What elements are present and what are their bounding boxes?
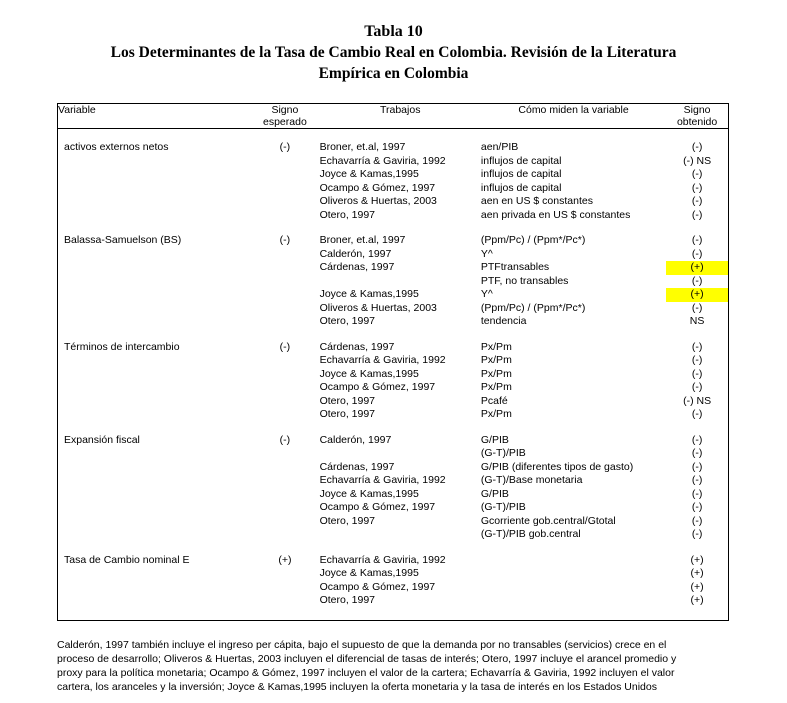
value-text: (-) [691,487,703,500]
column-header-trabajos [320,104,481,129]
cell-variable [58,488,250,502]
value-text: (+) [690,594,704,606]
table-element [58,104,728,620]
cell-trabajo: Ocampo & Gómez, 1997 [319,181,436,194]
cell-trabajo: Broner, et.al, 1997 [319,234,406,246]
table-row [58,168,728,182]
column-header-trabajos-label: Trabajos [379,104,421,116]
table-row [58,554,728,568]
cell-signo-obtenido [666,395,728,409]
cell-medida [481,567,666,581]
cell-medida: (Ppm/Pc) / (Ppm*/Pc*) [480,301,586,314]
cell-signo-esperado [250,354,319,368]
table-row [58,141,728,155]
cell-variable [58,474,250,488]
cell-signo-obtenido [666,195,728,209]
table-row [58,395,728,409]
cell-medida: aen/PIB [480,141,519,153]
value-text: (+) [690,567,704,579]
value-text: (+) [690,553,704,566]
value-text: (-) [691,234,703,246]
cell-signo-obtenido [666,248,728,262]
table-group-spacer [58,129,728,142]
value-text: (-) [691,181,703,194]
cell-signo-obtenido [666,594,728,608]
value-text: (-) [691,381,703,393]
page-title: Los Determinantes de la Tasa de Cambio Real en Colombia. Revisión de la Literatura Empírica en Colombia [110,44,677,82]
column-header-signo-obtenido [666,104,728,129]
cell-medida: G/PIB (diferentes tipos de gasto) [480,460,634,473]
cell-trabajo: Joyce & Kamas,1995 [319,487,419,500]
column-header-signo-obtenido-line2: obtenido [676,116,718,128]
value-text: (-) [691,274,703,287]
cell-variable: Términos de intercambio [64,340,180,353]
cell-signo-obtenido [666,447,728,461]
table-row [58,288,728,302]
cell-signo-esperado [250,488,319,502]
cell-signo-obtenido [666,234,728,248]
cell-variable [58,381,250,395]
cell-signo-obtenido [666,474,728,488]
value-text: (-) NS [683,154,712,167]
cell-trabajo: Oliveros & Huertas, 2003 [319,301,437,314]
value-text: (-) [691,433,703,446]
cell-signo-esperado [250,528,319,542]
cell-signo-esperado [250,168,319,182]
table-row [58,488,728,502]
value-text: (-) [691,408,703,420]
cell-medida: PTF, no transables [480,274,569,287]
cell-signo-obtenido [666,354,728,368]
cell-variable: Tasa de Cambio nominal E [64,553,190,566]
cell-medida: Px/Pm [480,408,512,420]
column-header-signo-esperado-line1: Signo [271,104,299,116]
cell-signo-esperado [250,302,319,316]
table-row [58,381,728,395]
footnote-line-4: cartera, los aranceles y la inversión; Joyce & Kamas,1995 incluyen la oferta monetaria y la tasa de interés en los Estados Unidos [57,681,657,693]
cell-variable [58,395,250,409]
table-row [58,368,728,382]
table-row [58,182,728,196]
cell-medida: G/PIB [480,487,509,500]
cell-trabajo: Otero, 1997 [319,408,376,420]
cell-signo-esperado [250,515,319,529]
cell-signo-obtenido [666,554,728,568]
table-row [58,474,728,488]
footnote-line-2: proceso de desarrollo; Oliveros & Huertas, 2003 incluyen el diferencial de tasas de interés; Otero, 1997 incluye el arancel promedio y [57,653,677,665]
cell-trabajo: Ocampo & Gómez, 1997 [319,580,436,593]
cell-medida: (Ppm/Pc) / (Ppm*/Pc*) [480,234,586,246]
table-row [58,434,728,448]
cell-signo-esperado: (-) [279,433,291,446]
table-row [58,315,728,329]
cell-signo-esperado [250,474,319,488]
table-row [58,248,728,262]
cell-signo-esperado [250,395,319,409]
table-row [58,209,728,223]
cell-variable [58,515,250,529]
highlighted-value: (+) [690,288,704,300]
column-header-signo-esperado [250,104,319,129]
cell-trabajo: Otero, 1997 [319,394,376,407]
cell-trabajo: Echavarría & Gaviria, 1992 [319,354,446,366]
table-row [58,302,728,316]
cell-medida [481,594,666,608]
value-text: (-) [691,141,703,153]
cell-variable [58,528,250,542]
cell-trabajo: Ocampo & Gómez, 1997 [319,381,436,393]
cell-medida: influjos de capital [480,154,562,167]
cell-medida: (G-T)/PIB [480,501,526,513]
table-row [58,354,728,368]
cell-variable [58,567,250,581]
cell-signo-esperado: (-) [279,141,291,153]
cell-signo-obtenido [666,528,728,542]
table-row [58,461,728,475]
cell-medida: aen en US $ constantes [480,195,593,207]
cell-signo-obtenido [666,261,728,275]
value-text: (-) [691,528,703,540]
value-text: (-) [691,354,703,366]
column-header-variable: Variable [58,104,250,129]
cell-signo-esperado [250,594,319,608]
cell-trabajo: Calderón, 1997 [319,433,392,446]
cell-signo-esperado [250,501,319,515]
table-row [58,195,728,209]
cell-medida: PTFtransables [480,261,550,273]
cell-signo-obtenido [666,209,728,223]
cell-trabajo [320,275,481,289]
cell-signo-esperado [250,195,319,209]
cell-signo-obtenido [666,155,728,169]
cell-signo-obtenido [666,515,728,529]
value-text: (-) [691,367,703,380]
table-header-row [58,104,728,129]
cell-trabajo [320,447,481,461]
cell-trabajo: Joyce & Kamas,1995 [319,288,419,300]
column-header-como-miden [481,104,666,129]
highlighted-value: (+) [690,261,704,273]
cell-variable [58,315,250,329]
cell-signo-obtenido [666,141,728,155]
cell-variable [58,195,250,209]
cell-trabajo: Echavarría & Gaviria, 1992 [319,474,446,486]
cell-signo-esperado [250,155,319,169]
value-text: (-) [691,168,703,180]
table-row [58,275,728,289]
table-row [58,234,728,248]
cell-variable [58,594,250,608]
table-row [58,515,728,529]
column-header-signo-esperado-line2: esperado [263,116,307,128]
cell-variable [58,581,250,595]
cell-medida: Y^ [480,247,493,260]
cell-medida: influjos de capital [480,181,562,194]
value-text: (-) [691,514,703,527]
cell-medida: tendencia [480,315,527,327]
cell-signo-obtenido [666,341,728,355]
cell-trabajo: Joyce & Kamas,1995 [319,168,419,180]
cell-medida: Px/Pm [480,367,512,380]
value-text: (-) [691,460,703,473]
cell-trabajo: Cárdenas, 1997 [319,460,395,473]
cell-variable [58,288,250,302]
cell-medida: Px/Pm [480,340,512,353]
value-text: (-) [691,301,703,314]
cell-variable [58,354,250,368]
cell-trabajo: Oliveros & Huertas, 2003 [319,195,437,207]
table-row [58,261,728,275]
cell-variable [58,368,250,382]
cell-medida: Gcorriente gob.central/Gtotal [480,514,616,527]
cell-medida: influjos de capital [480,168,562,180]
table-group-spacer [58,222,728,234]
value-text: (-) [691,501,703,513]
cell-variable [58,261,250,275]
value-text: (-) [691,195,703,207]
cell-signo-esperado: (-) [279,340,291,353]
cell-signo-obtenido [666,275,728,289]
value-text: (-) [691,247,703,260]
table-group-spacer [58,329,728,341]
cell-signo-obtenido [666,168,728,182]
cell-trabajo [320,528,481,542]
footnote-line-3: proxy para la política monetaria; Ocampo & Gómez, 1997 incluyen el valor de la cartera; Echavarría & Gaviria, 1992 incluyen el valor [57,667,675,679]
cell-variable [58,168,250,182]
table-title-block [0,0,787,84]
cell-signo-esperado [250,461,319,475]
cell-signo-obtenido [666,288,728,302]
table-row [58,447,728,461]
cell-signo-obtenido [666,182,728,196]
value-text: (-) [691,208,703,221]
cell-signo-esperado [250,368,319,382]
cell-signo-obtenido [666,368,728,382]
column-header-como-miden-label: Cómo miden la variable [518,104,629,116]
table-footnote [57,638,729,694]
cell-variable [58,501,250,515]
cell-medida [481,554,666,568]
cell-variable [58,461,250,475]
value-text: (-) [691,340,703,353]
value-text: (+) [690,580,704,593]
cell-trabajo: Joyce & Kamas,1995 [319,367,419,380]
cell-signo-esperado: (-) [279,234,291,246]
cell-trabajo: Broner, et.al, 1997 [319,141,406,153]
cell-trabajo: Ocampo & Gómez, 1997 [319,501,436,513]
cell-medida: Pcafé [480,394,508,407]
cell-trabajo: Cárdenas, 1997 [319,261,395,273]
cell-signo-obtenido [666,488,728,502]
cell-variable [58,275,250,289]
cell-signo-esperado [250,408,319,422]
value-text: (-) [691,474,703,486]
cell-medida [481,581,666,595]
cell-signo-esperado [250,209,319,223]
cell-trabajo: Otero, 1997 [319,514,376,527]
cell-medida: Y^ [480,288,493,300]
cell-variable [58,447,250,461]
cell-trabajo: Otero, 1997 [319,594,376,606]
cell-medida: (G-T)/PIB gob.central [480,528,581,540]
determinants-table [57,103,729,621]
cell-signo-esperado [250,248,319,262]
column-header-signo-obtenido-line1: Signo [683,104,711,116]
cell-signo-obtenido [666,501,728,515]
cell-signo-esperado [250,275,319,289]
cell-medida: G/PIB [480,433,509,446]
table-body [58,129,728,620]
cell-signo-esperado [250,447,319,461]
cell-signo-obtenido [666,581,728,595]
table-row [58,501,728,515]
value-text: (-) [691,447,703,459]
cell-signo-esperado [250,381,319,395]
table-row [58,594,728,608]
table-row [58,341,728,355]
cell-medida: aen privada en US $ constantes [480,208,631,221]
table-row [58,581,728,595]
table-row [58,567,728,581]
cell-signo-obtenido [666,461,728,475]
cell-signo-esperado [250,182,319,196]
value-text: NS [689,315,705,327]
cell-variable: activos externos netos [64,141,169,153]
table-group-spacer [58,422,728,434]
cell-signo-esperado: (+) [278,553,292,566]
cell-variable: Expansión fiscal [64,433,140,446]
value-text: (-) NS [683,394,712,407]
cell-medida: (G-T)/Base monetaria [480,474,583,486]
cell-trabajo: Cárdenas, 1997 [319,340,395,353]
cell-trabajo: Joyce & Kamas,1995 [319,567,419,579]
table-row [58,408,728,422]
cell-signo-obtenido [666,315,728,329]
table-bottom-spacer [58,608,728,620]
cell-signo-esperado [250,261,319,275]
cell-trabajo: Echavarría & Gaviria, 1992 [319,553,446,566]
table-number: Tabla 10 [364,23,423,40]
cell-variable: Balassa-Samuelson (BS) [64,234,182,246]
cell-signo-esperado [250,581,319,595]
cell-variable [58,408,250,422]
cell-signo-obtenido [666,381,728,395]
cell-variable [58,248,250,262]
cell-signo-esperado [250,567,319,581]
cell-trabajo: Otero, 1997 [319,315,376,327]
cell-medida: Px/Pm [480,354,512,366]
cell-variable [58,209,250,223]
cell-signo-esperado [250,288,319,302]
cell-medida: (G-T)/PIB [480,447,526,459]
footnote-line-1: Calderón, 1997 también incluye el ingreso per cápita, bajo el supuesto de que la demanda por no transables (servicios) crece en el [57,639,667,651]
cell-trabajo: Calderón, 1997 [319,247,392,260]
table-group-spacer [58,542,728,554]
table-row [58,155,728,169]
cell-signo-obtenido [666,408,728,422]
cell-variable [58,182,250,196]
cell-medida: Px/Pm [480,381,512,393]
cell-trabajo: Otero, 1997 [319,208,376,221]
cell-variable [58,155,250,169]
cell-trabajo: Echavarría & Gaviria, 1992 [319,154,446,167]
table-header [58,104,728,129]
cell-signo-obtenido [666,302,728,316]
cell-variable [58,302,250,316]
cell-signo-obtenido [666,567,728,581]
table-row [58,528,728,542]
cell-signo-obtenido [666,434,728,448]
cell-signo-esperado [250,315,319,329]
